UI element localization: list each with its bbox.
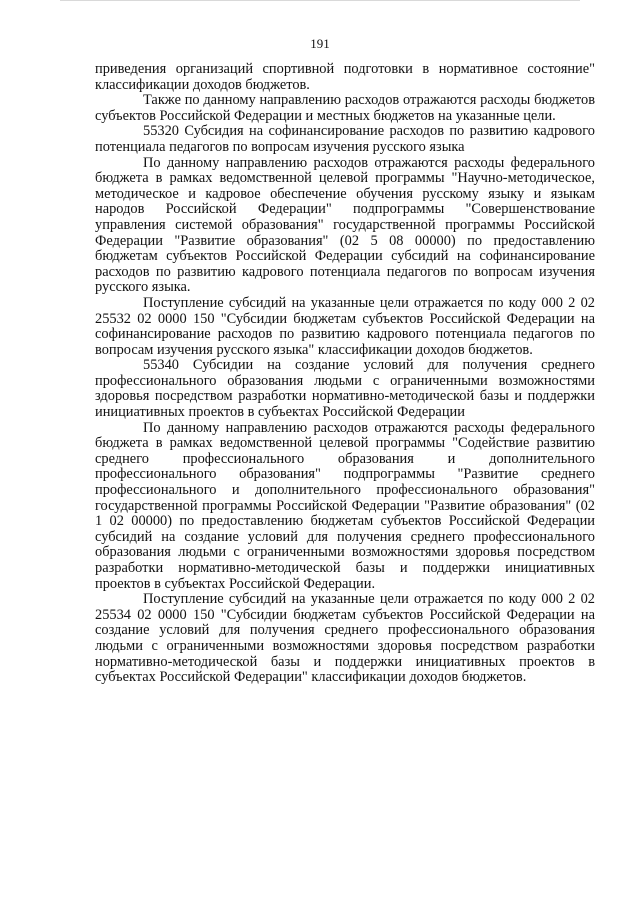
paragraph-55340-federal: По данному направлению расходов отражаются расходы федерального бюджета в рамках ведомственной целевой программы "Содействие развитию среднего профессионального образования и дополнительного профессионального образования" подпрограммы "Развитие среднего профессионального и дополнительного профессионального образования" государственной программы Российской Федерации "Развитие образования" (02 1 02 00000) по предоставлению бюджетам субъектов Российской Федерации субсидий на создание условий для получения среднего профессионального образования людьми с ограниченными возможностями здоровья посредством разработки нормативно-методической базы и поддержки инициативных проектов в субъектах Российской Федерации. [95, 419, 595, 592]
paragraph-55340-income-code: Поступление субсидий на указанные цели отражается по коду 000 2 02 25534 02 0000 150 "Субсидии бюджетам субъектов Российской Федерации на создание условий для получения среднего профессионального образования людьми с ограниченными возможностями здоровья посредством разработки нормативно-методической базы и поддержки инициативных проектов в субъектах Российской Федерации" классификации доходов бюджетов. [95, 591, 595, 686]
paragraph-budget-regions: Также по данному направлению расходов отражаются расходы бюджетов субъектов Российской Федерации и местных бюджетов на указанные цели. [95, 92, 595, 124]
paragraph-continuation: приведения организаций спортивной подготовки в нормативное состояние" классификации доходов бюджетов. [95, 61, 595, 93]
document-body [95, 62, 595, 686]
paragraph-55320-federal: По данному направлению расходов отражаются расходы федерального бюджета в рамках ведомственной целевой программы "Научно-методическое, методическое и кадровое обеспечение обучения русскому языку и языкам народов Российской Федерации" подпрограммы "Совершенствование управления системой образования" государственной программы Российской Федерации "Развитие образования" (02 5 08 00000) по предоставлению бюджетам субъектов Российской Федерации субсидий на софинансирование расходов по развитию кадрового потенциала педагогов по вопросам изучения русского языка. [95, 154, 595, 296]
section-heading-55340: 55340 Субсидии на создание условий для получения среднего профессионального образования людьми с ограниченными возможностями здоровья посредством разработки нормативно-методической базы и поддержки инициативных проектов в субъектах Российской Федерации [95, 357, 595, 421]
page-number: 191 [310, 36, 330, 51]
section-heading-55320: 55320 Субсидия на софинансирование расходов по развитию кадрового потенциала педагогов по вопросам изучения русского языка [95, 123, 595, 155]
paragraph-55320-income-code: Поступление субсидий на указанные цели отражается по коду 000 2 02 25532 02 0000 150 "Субсидии бюджетам субъектов Российской Федерации на софинансирование расходов по развитию кадрового потенциала педагогов по вопросам изучения русского языка" классификации доходов бюджетов. [95, 294, 595, 358]
scan-edge-line [60, 0, 580, 1]
